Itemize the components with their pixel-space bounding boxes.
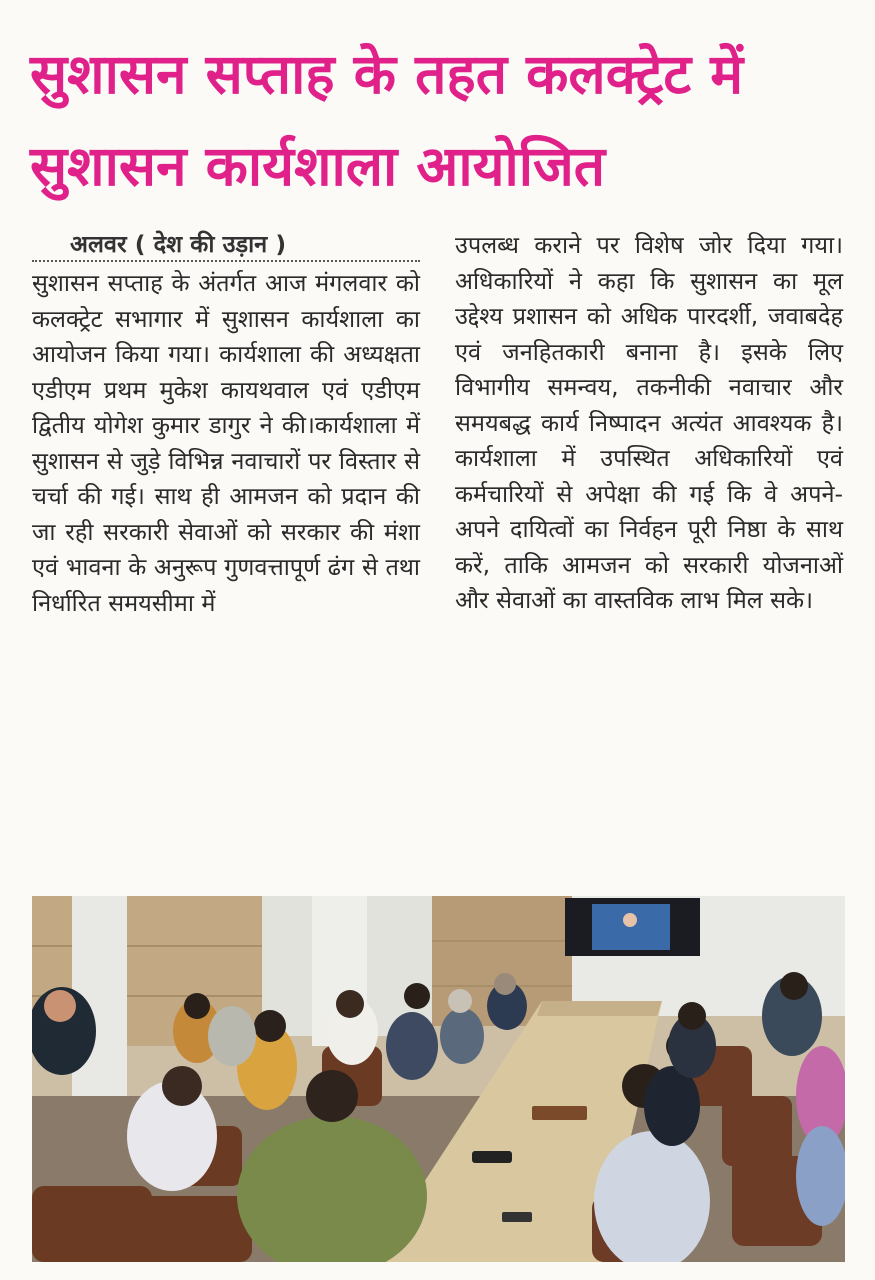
dateline: अलवर ( देश की उड़ान )	[32, 228, 420, 262]
article-column-left	[32, 228, 420, 621]
headline: सुशासन सप्ताह के तहत कलक्ट्रेट में सुशासन कार्यशाला आयोजित	[30, 42, 744, 198]
article-body-left: सुशासन सप्ताह के अंतर्गत आज मंगलवार को कलक्ट्रेट सभागार में सुशासन कार्यशाला का आयोजन किया गया। कार्यशाला की अध्यक्षता एडीएम प्रथम मुकेश कायथवाल एवं एडीएम द्वितीय योगेश कुमार डागुर ने की।कार्यशाला में सुशासन से जुड़े विभिन्न नवाचारों पर विस्तार से चर्चा की गई। साथ ही आमजन को प्रदान की जा रही सरकारी सेवाओं को सरकार की मंशा एवं भावना के अनुरूप गुणवत्तापूर्ण ढंग से तथा निर्धारित समयसीमा में	[32, 269, 420, 617]
article-column-right	[455, 228, 843, 619]
meeting-photo-illustration	[32, 896, 845, 1262]
article-body-right: उपलब्ध कराने पर विशेष जोर दिया गया। अधिकारियों ने कहा कि सुशासन का मूल उद्देश्य प्रशासन को अधिक पारदर्शी, जवाबदेह एवं जनहितकारी बनाना है। इसके लिए विभागीय समन्वय, तकनीकी नवाचार और समयबद्ध कार्य निष्पादन अत्यंत आवश्यक है। कार्यशाला में उपस्थित अधिकारियों एवं कर्मचारियों से अपेक्षा की गई कि वे अपने-अपने दायित्वों का निर्वहन पूरी निष्ठा के साथ करें, ताकि आमजन को सरकारी योजनाओं और सेवाओं का वास्तविक लाभ मिल सके।	[455, 231, 843, 614]
meeting-photo	[32, 896, 845, 1262]
